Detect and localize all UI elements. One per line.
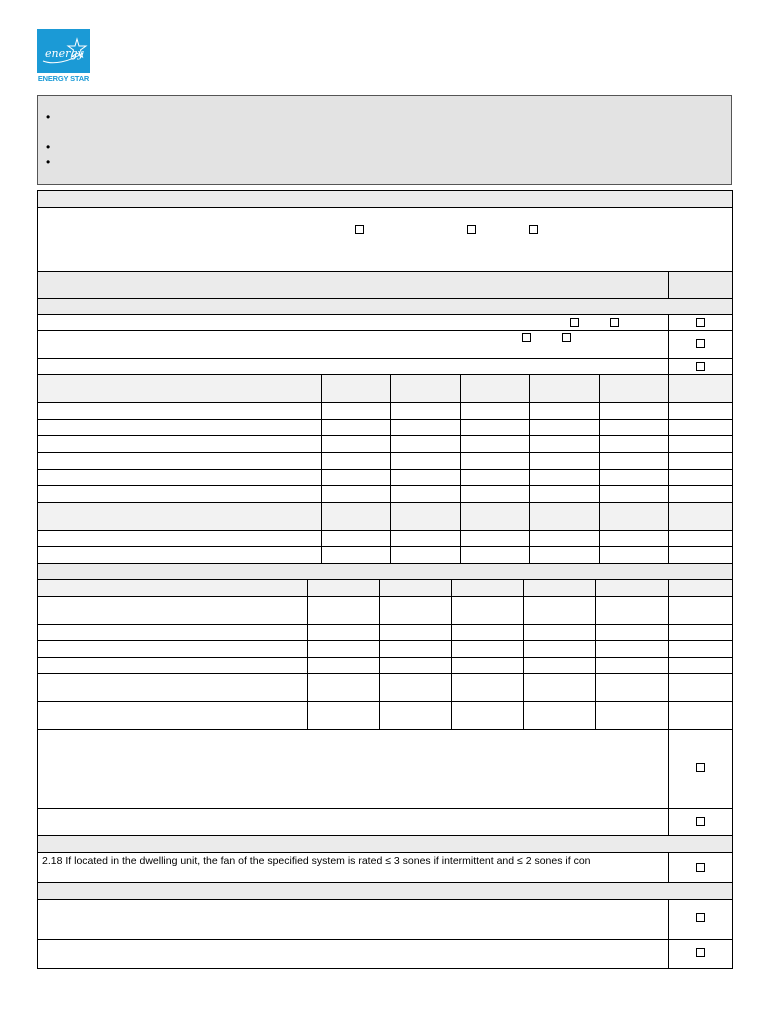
option-checkbox[interactable] (467, 225, 476, 234)
table-row (37, 453, 733, 470)
energy-star-icon (39, 35, 88, 71)
instruction-bullet (46, 141, 50, 153)
table-row (37, 597, 733, 625)
verified-checkbox[interactable] (696, 362, 705, 371)
table-row (37, 702, 733, 730)
verified-checkbox[interactable] (696, 863, 705, 872)
option-checkbox[interactable] (610, 318, 619, 327)
table-header (37, 580, 733, 597)
table-row (37, 674, 733, 702)
table-row (37, 641, 733, 658)
table-row (37, 531, 733, 547)
section-header (37, 836, 733, 853)
table-row (37, 547, 733, 564)
item-2-18-text: 2.18 If located in the dwelling unit, the fan of the specified system is rated ≤ 3 sones if intermittent and ≤ 2 sones if con (42, 855, 591, 867)
checklist-row (37, 730, 733, 809)
table-row (37, 470, 733, 486)
table-row (37, 486, 733, 503)
verified-checkbox[interactable] (696, 913, 705, 922)
table-header (37, 375, 733, 403)
table-row (37, 403, 733, 420)
checklist-row-2-18 (37, 853, 733, 883)
section-header (37, 564, 733, 580)
option-checkbox[interactable] (570, 318, 579, 327)
table-row (37, 658, 733, 674)
checklist-row (37, 331, 733, 359)
checklist-row (37, 940, 733, 969)
table-row (37, 420, 733, 436)
instruction-bullet (46, 111, 50, 123)
section-header (37, 883, 733, 900)
instructions-box (37, 95, 732, 185)
option-checkbox[interactable] (529, 225, 538, 234)
verified-checkbox[interactable] (696, 339, 705, 348)
logo-label: ENERGY STAR (37, 74, 90, 83)
verified-checkbox[interactable] (696, 318, 705, 327)
option-checkbox[interactable] (562, 333, 571, 342)
checklist-row (37, 359, 733, 375)
option-checkbox[interactable] (522, 333, 531, 342)
checklist-row (37, 809, 733, 836)
instruction-bullet (46, 156, 50, 168)
energy-star-logo (37, 29, 90, 84)
option-checkbox[interactable] (355, 225, 364, 234)
info-area (37, 208, 733, 272)
logo-wordmark: energy (45, 47, 84, 60)
checklist-row (37, 900, 733, 940)
subsection-header (37, 299, 733, 315)
checklist-row (37, 315, 733, 331)
section-header (37, 190, 733, 208)
table-row (37, 436, 733, 453)
verified-checkbox[interactable] (696, 763, 705, 772)
table-header (37, 503, 733, 531)
verified-checkbox[interactable] (696, 817, 705, 826)
table-row (37, 625, 733, 641)
verified-checkbox[interactable] (696, 948, 705, 957)
column-header (37, 272, 733, 299)
